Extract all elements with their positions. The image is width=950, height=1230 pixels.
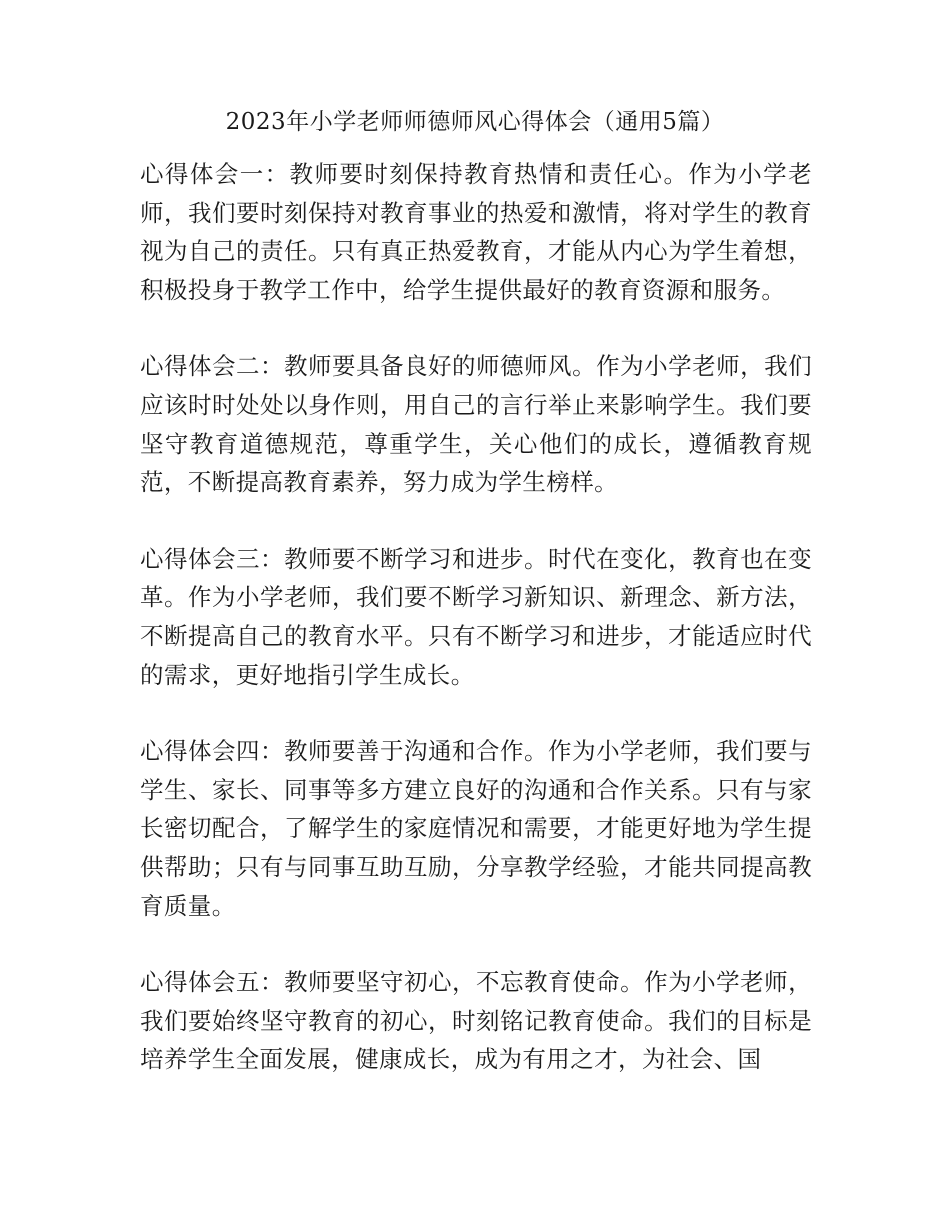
- paragraph-insight-1: 心得体会一：教师要时刻保持教育热情和责任心。作为小学老师，我们要时刻保持对教育事业的热爱和激情，将对学生的教育视为自己的责任。只有真正热爱教育，才能从内心为学生着想，积极投身于教学工作中，给学生提供最好的教育资源和服务。: [140, 160, 812, 304]
- paragraph-insight-2: 心得体会二：教师要具备良好的师德师风。作为小学老师，我们应该时时处处以身作则，用自己的言行举止来影响学生。我们要坚守教育道德规范，尊重学生，关心他们的成长，遵循教育规范，不断提高教育素养，努力成为学生榜样。: [140, 352, 812, 497]
- document-title: 2023年小学老师师德师风心得体会（通用5篇）: [225, 109, 725, 135]
- paragraph-insight-5: 心得体会五：教师要坚守初心，不忘教育使命。作为小学老师，我们要始终坚守教育的初心，时刻铭记教育使命。我们的目标是培养学生全面发展，健康成长，成为有用之才，为社会、国: [140, 968, 812, 1074]
- paragraph-insight-3: 心得体会三：教师要不断学习和进步。时代在变化，教育也在变革。作为小学老师，我们要不断学习新知识、新理念、新方法，不断提高自己的教育水平。只有不断学习和进步，才能适应时代的需求，更好地指引学生成长。: [140, 544, 812, 689]
- document-body: [140, 155, 812, 1117]
- paragraph-insight-4: 心得体会四：教师要善于沟通和合作。作为小学老师，我们要与学生、家长、同事等多方建立良好的沟通和合作关系。只有与家长密切配合，了解学生的家庭情况和需要，才能更好地为学生提供帮助；只有与同事互助互励，分享教学经验，才能共同提高教育质量。: [140, 737, 812, 920]
